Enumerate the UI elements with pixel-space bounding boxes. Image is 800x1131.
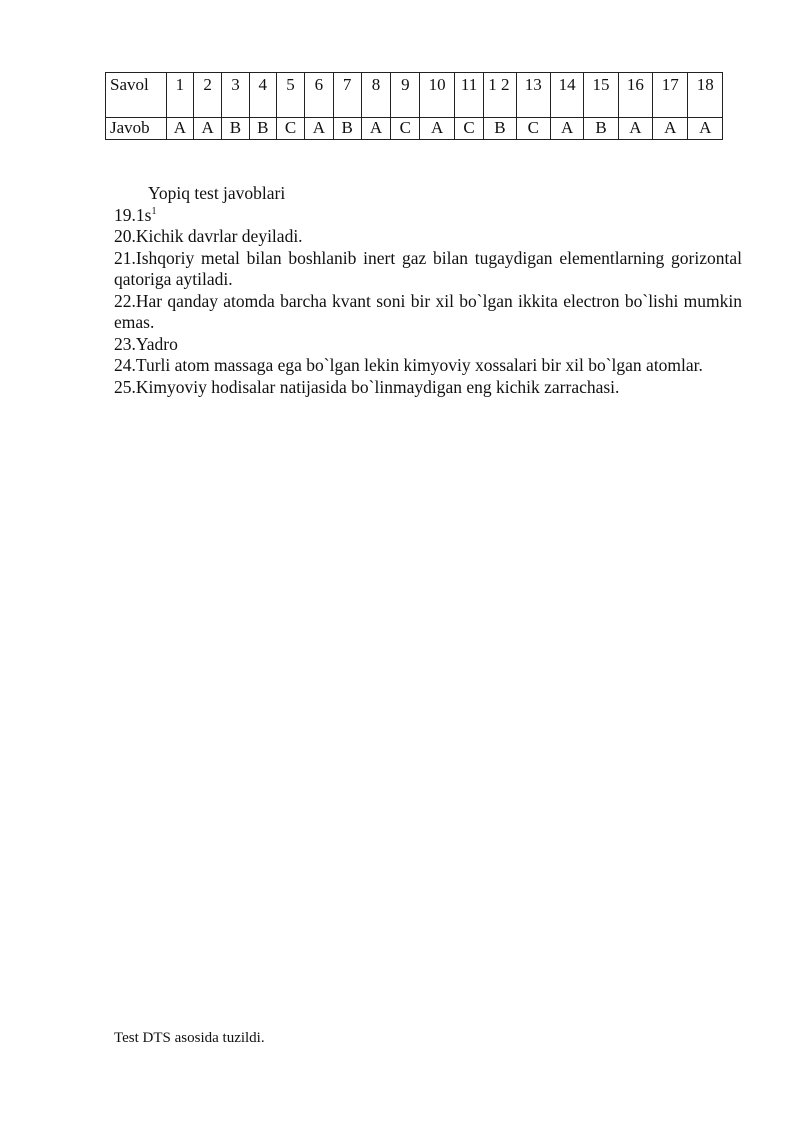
answer-19-superscript: 1 [151,205,157,217]
question-number: 18 [688,73,723,118]
section-heading: Yopiq test javoblari [148,183,286,203]
answer-letter: A [550,118,583,140]
question-number: 13 [516,73,550,118]
row-label-savol: Savol [106,73,167,118]
answer-item-20: 20.Kichik davrlar deyiladi. [114,226,303,246]
question-number: 5 [276,73,304,118]
question-number: 3 [222,73,249,118]
closed-test-answers [114,183,742,398]
question-number: 4 [249,73,276,118]
table-row-answers [106,118,723,140]
question-number: 16 [618,73,652,118]
question-number: 11 [454,73,483,118]
answer-item-22: 22.Har qanday atomda barcha kvant soni bir xil bo`lgan ikkita electron bo`lishi mumkin emas. [114,290,742,332]
answer-letter: A [361,118,390,140]
answer-letter: A [653,118,688,140]
answer-letter: A [618,118,652,140]
answer-letter: A [166,118,193,140]
question-number: 7 [333,73,361,118]
answer-item-23: 23.Yadro [114,333,178,354]
answer-letter: B [249,118,276,140]
row-label-javob: Javob [106,118,167,140]
answer-letter: B [484,118,516,140]
answer-item-24: 24.Turli atom massaga ega bo`lgan lekin kimyoviy xossalari bir xil bo`lgan atomlar. [114,355,703,375]
answer-letter: B [584,118,618,140]
question-number: 1 [166,73,193,118]
answer-table [105,72,723,140]
answer-letter: A [305,118,333,140]
question-number: 6 [305,73,333,118]
answer-letter: B [222,118,249,140]
question-number: 9 [391,73,420,118]
question-number: 15 [584,73,618,118]
answer-letter: C [516,118,550,140]
question-number: 8 [361,73,390,118]
answer-letter: C [454,118,483,140]
answer-19-text: 19.1s [114,204,152,225]
answer-letter: C [276,118,304,140]
question-number: 2 [193,73,221,118]
question-number: 14 [550,73,583,118]
question-number: 10 [420,73,454,118]
answer-letter: C [391,118,420,140]
answer-item-19 [114,205,742,227]
answer-letter: A [193,118,221,140]
answer-letter: A [688,118,723,140]
question-number: 1 2 [484,73,516,118]
table-row-questions [106,73,723,118]
answer-item-21: 21.Ishqoriy metal bilan boshlanib inert gaz bilan tugaydigan elementlarning gorizontal qatoriga aytiladi. [114,247,742,289]
answer-letter: B [333,118,361,140]
question-number: 17 [653,73,688,118]
answer-letter: A [420,118,454,140]
answer-item-25: 25.Kimyoviy hodisalar natijasida bo`linmaydigan eng kichik zarrachasi. [114,376,620,397]
footer-note: Test DTS asosida tuzildi. [114,1030,265,1046]
